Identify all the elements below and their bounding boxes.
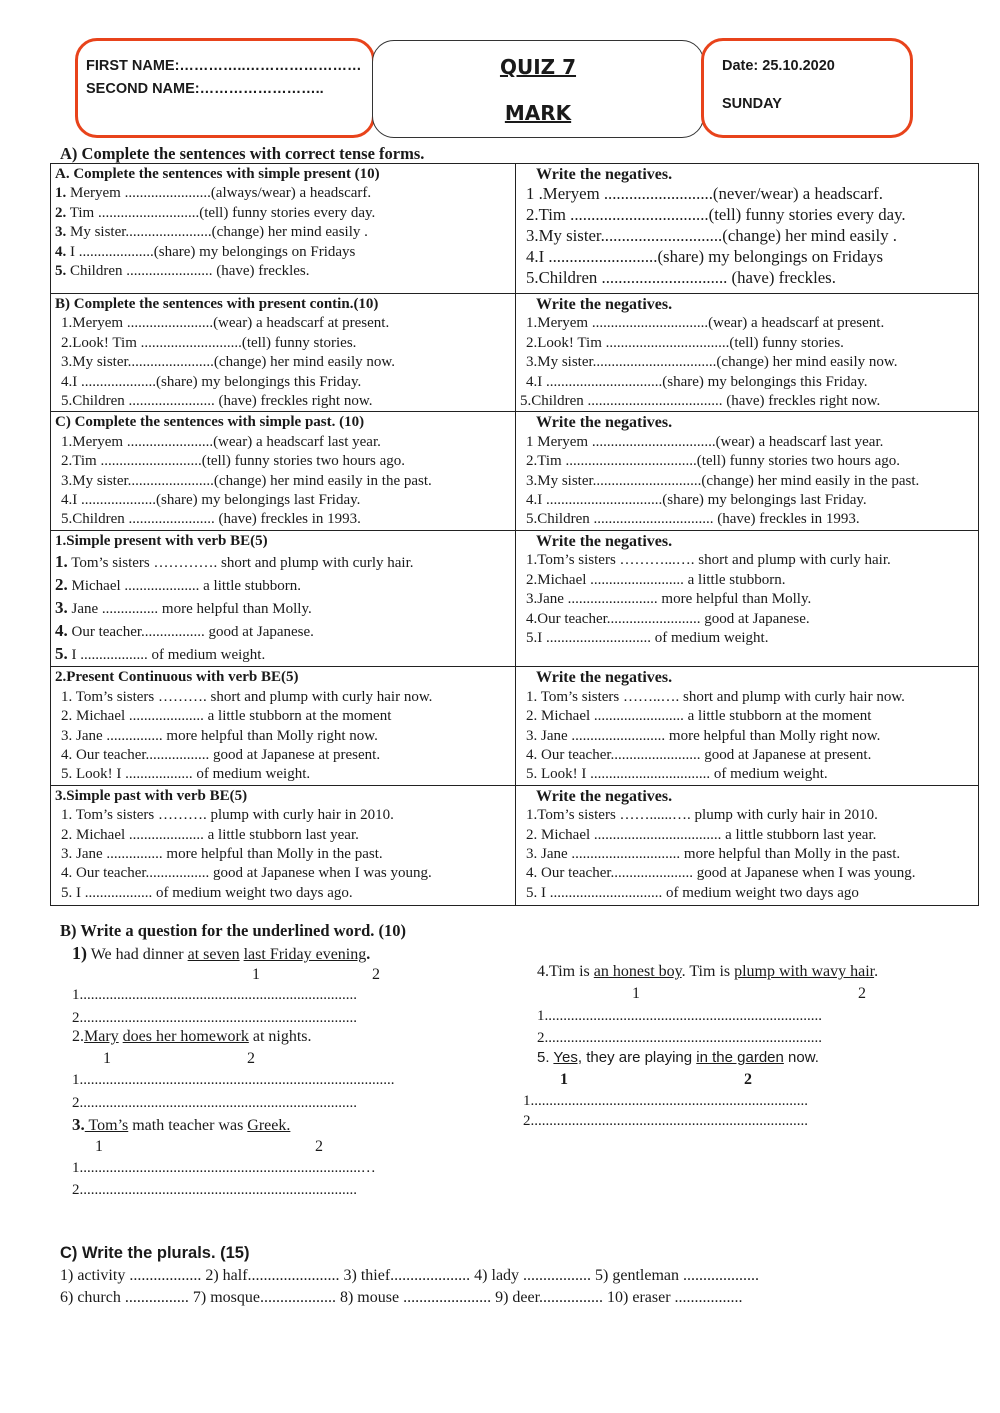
exercise-line[interactable]: 5. I .................. of medium weight. [55, 644, 266, 664]
negatives-cell [516, 785, 979, 905]
exercise-line[interactable]: 2. Tim ...........................(tell) funny stories every day. [55, 204, 376, 221]
answer-line[interactable]: 2.......................................................................... [537, 1030, 822, 1046]
answer-line[interactable]: 1.......................................................................... [523, 1093, 808, 1109]
exercise-line[interactable]: 2. Michael .................... a little stubborn at the moment [61, 708, 392, 725]
exercise-line[interactable]: 3. Jane ............... more helpful than Molly in the past. [61, 845, 383, 862]
question-4: 4.Tim is an honest boy. Tim is plump with wavy hair. [537, 963, 879, 980]
mark-label: MARK [504, 101, 572, 125]
exercise-line[interactable]: 3. Jane ............... more helpful than Molly right now. [61, 727, 378, 744]
exercise-line[interactable]: 1.Meryem .......................(wear) a headscarf last year. [61, 433, 381, 450]
underline-mark-2: 2 [744, 1071, 752, 1088]
exercise-line[interactable]: 4. I ....................(share) my belongings on Fridays [55, 243, 356, 260]
exercise-table [50, 163, 979, 906]
date-label: Date: 25.10.2020 [722, 58, 835, 74]
negatives-title: Write the negatives. [536, 414, 673, 432]
exercise-cell [51, 294, 516, 412]
underline-mark-1: 1 [95, 1138, 103, 1155]
answer-line[interactable]: 2.......................................................................... [523, 1113, 808, 1129]
exercise-line[interactable]: 5.Children ....................... (have) freckles right now. [61, 393, 373, 410]
negatives-line[interactable]: 5. Look! I ................................ of medium weight. [526, 766, 828, 783]
negatives-cell [516, 530, 979, 666]
negatives-line[interactable]: 1.Meryem ...............................(wear) a headscarf at present. [526, 315, 885, 332]
second-name-field[interactable]: SECOND NAME:…………………….. [86, 81, 324, 97]
negatives-line[interactable]: 5. I .............................. of medium weight two days ago [526, 884, 859, 901]
underline-mark-2: 2 [315, 1138, 323, 1155]
exercise-line[interactable]: 2.Look! Tim ...........................(tell) funny stories. [61, 334, 357, 351]
negatives-line[interactable]: 3.My sister.............................(change) her mind easily in the past. [526, 472, 920, 489]
exercise-title: B) Complete the sentences with present contin.(10) [55, 296, 379, 312]
negatives-title: Write the negatives. [536, 787, 673, 805]
section-c-title: C) Write the plurals. (15) [60, 1244, 250, 1262]
answer-line[interactable]: 2.......................................................................... [72, 1010, 357, 1026]
exercise-line[interactable]: 4.I ....................(share) my belongings last Friday. [61, 492, 361, 509]
section-a-title: A) Complete the sentences with correct tense forms. [60, 144, 425, 163]
negatives-line[interactable]: 4. Our teacher........................ good at Japanese at present. [526, 746, 872, 763]
plurals-line-2[interactable]: 6) church ................ 7) mosque................... 8) mouse ...................... 9) deer................ 10) eraser ................. [60, 1289, 743, 1306]
negatives-line[interactable]: 2. Michael ........................ a little stubborn at the moment [526, 708, 872, 725]
answer-line[interactable]: 1...........................................................................… [72, 1160, 376, 1176]
negatives-line[interactable]: 4.Our teacher......................... good at Japanese. [526, 610, 810, 627]
underline-mark-2: 2 [247, 1050, 255, 1067]
exercise-line[interactable]: 3.My sister.......................(change) her mind easily in the past. [61, 472, 432, 489]
negatives-line[interactable]: 4. Our teacher...................... good at Japanese when I was young. [526, 865, 916, 882]
question-1: 1) We had dinner at seven last Friday evening. [72, 943, 371, 963]
negatives-line[interactable]: 1. Tom’s sisters ……..…. short and plump with curly hair now. [526, 688, 905, 705]
exercise-line[interactable]: 2.Tim ...........................(tell) funny stories two hours ago. [61, 453, 406, 470]
exercise-line[interactable]: 4.I ....................(share) my belongings this Friday. [61, 373, 362, 390]
negatives-line[interactable]: 2. Michael .................................. a little stubborn last year. [526, 826, 877, 843]
table-row [51, 530, 979, 666]
exercise-line[interactable]: 5. Children ....................... (have) freckles. [55, 263, 310, 280]
negatives-line[interactable]: 3.My sister.............................(change) her mind easily . [526, 226, 897, 245]
negatives-line[interactable]: 3. Jane ............................. more helpful than Molly in the past. [526, 845, 901, 862]
question-3: 3. Tom’s math teacher was Greek. [72, 1115, 291, 1134]
answer-line[interactable]: 1.................................................................................... [72, 1072, 395, 1088]
answer-line[interactable]: 1.......................................................................... [537, 1008, 822, 1024]
exercise-line[interactable]: 4. Our teacher................. good at Japanese when I was young. [61, 865, 432, 882]
negatives-line[interactable]: 5.Children .................................... (have) freckles right now. [520, 393, 881, 410]
exercise-cell [51, 785, 516, 905]
negatives-cell [516, 294, 979, 412]
first-name-field[interactable]: FIRST NAME:…………..…………………… [86, 58, 362, 74]
negatives-line[interactable]: 1.Tom’s sisters ………...…. short and plump with curly hair. [526, 552, 891, 569]
exercise-cell [51, 412, 516, 530]
underline-mark-2: 2 [372, 966, 380, 983]
negatives-line[interactable]: 1.Tom’s sisters ……......…. plump with curly hair in 2010. [526, 807, 878, 824]
negatives-cell [516, 412, 979, 530]
date-box [701, 38, 913, 138]
negatives-line[interactable]: 5.Children .............................. (have) freckles. [526, 267, 836, 287]
negatives-title: Write the negatives. [536, 532, 673, 550]
exercise-cell [51, 164, 516, 294]
table-row [51, 785, 979, 905]
exercise-line[interactable]: 3.My sister.......................(change) her mind easily now. [61, 354, 395, 371]
exercise-line[interactable]: 2. Michael .................... a little stubborn. [55, 575, 302, 595]
exercise-line[interactable]: 1.Meryem .......................(wear) a headscarf at present. [61, 315, 390, 332]
exercise-line[interactable]: 5. Look! I .................. of medium weight. [61, 766, 311, 783]
plurals-line-1[interactable]: 1) activity .................. 2) half....................... 3) thief.................... 4) lady ................. 5) gentleman ................... [60, 1267, 760, 1284]
negatives-line[interactable]: 3.My sister.................................(change) her mind easily now. [526, 354, 898, 371]
student-name-box [75, 38, 375, 138]
negatives-line[interactable]: 2.Tim .................................(tell) funny stories every day. [526, 205, 906, 225]
underline-mark-1: 1 [252, 966, 260, 983]
negatives-cell [516, 164, 979, 294]
exercise-line[interactable]: 2. Michael .................... a little stubborn last year. [61, 826, 359, 843]
negatives-line[interactable]: 1 Meryem .................................(wear) a headscarf last year. [526, 433, 884, 450]
exercise-line[interactable]: 4. Our teacher................. good at Japanese. [55, 621, 314, 641]
underline-mark-2: 2 [858, 985, 866, 1002]
exercise-title: 1.Simple present with verb BE(5) [55, 532, 268, 549]
exercise-title: 2.Present Continuous with verb BE(5) [55, 669, 299, 686]
negatives-line[interactable]: 5.Children ................................ (have) freckles in 1993. [526, 511, 860, 528]
negatives-line[interactable]: 4.I ...............................(share) my belongings last Friday. [526, 492, 867, 509]
negatives-line[interactable]: 1 .Meryem ..........................(never/wear) a headscarf. [526, 184, 883, 204]
negatives-line[interactable]: 4.I ..........................(share) my belongings on Fridays [526, 246, 884, 266]
exercise-cell [51, 667, 516, 785]
table-row [51, 667, 979, 785]
exercise-line[interactable]: 1. Tom’s sisters ………. plump with curly hair in 2010. [61, 807, 394, 824]
answer-line[interactable]: 2.......................................................................... [72, 1095, 357, 1111]
quiz-title-box [372, 40, 704, 138]
section-b-title: B) Write a question for the underlined word. (10) [60, 921, 407, 940]
exercise-cell [51, 530, 516, 666]
negatives-line[interactable]: 3. Jane ......................... more helpful than Molly right now. [526, 727, 881, 744]
exercise-title: A. Complete the sentences with simple present (10) [55, 166, 380, 182]
negatives-title: Write the negatives. [536, 166, 673, 183]
exercise-line[interactable]: 4. Our teacher................. good at Japanese at present. [61, 746, 381, 763]
exercise-line[interactable]: 3. My sister.......................(change) her mind easily . [55, 224, 368, 241]
exercise-line[interactable]: 5. I .................. of medium weight two days ago. [61, 884, 353, 901]
question-5: 5. Yes, they are playing in the garden now. [537, 1049, 819, 1066]
negatives-line[interactable]: 3.Jane ........................ more helpful than Molly. [526, 591, 812, 608]
exercise-title: C) Complete the sentences with simple past. (10) [55, 414, 365, 431]
exercise-line[interactable]: 3. Jane ............... more helpful than Molly. [55, 598, 312, 618]
negatives-line[interactable]: 2.Look! Tim .................................(tell) funny stories. [526, 334, 844, 351]
exercise-line[interactable]: 5.Children ....................... (have) freckles in 1993. [61, 511, 361, 528]
exercise-title: 3.Simple past with verb BE(5) [55, 787, 248, 804]
answer-line[interactable]: 2.......................................................................... [72, 1182, 357, 1198]
table-row [51, 412, 979, 530]
table-row [51, 294, 979, 412]
negatives-title: Write the negatives. [536, 296, 673, 313]
answer-line[interactable]: 1.......................................................................... [72, 987, 357, 1003]
quiz-title: QUIZ 7 [499, 55, 577, 79]
exercise-line[interactable]: 1. Meryem .......................(always/wear) a headscarf. [55, 185, 372, 202]
underline-mark-1: 1 [560, 1071, 568, 1088]
negatives-cell [516, 667, 979, 785]
exercise-line[interactable]: 1. Tom’s sisters ………. short and plump with curly hair now. [61, 688, 433, 705]
underline-mark-1: 1 [103, 1050, 111, 1067]
negatives-line[interactable]: 5.I ............................ of medium weight. [526, 629, 769, 646]
negatives-title: Write the negatives. [536, 669, 673, 687]
negatives-line[interactable]: 4.I ...............................(share) my belongings this Friday. [526, 373, 868, 390]
negatives-line[interactable]: 2.Tim ...................................(tell) funny stories two hours ago. [526, 453, 901, 470]
table-row [51, 164, 979, 294]
exercise-line[interactable]: 1. Tom’s sisters …………. short and plump with curly hair. [55, 552, 414, 572]
negatives-line[interactable]: 2.Michael ......................... a little stubborn. [526, 571, 786, 588]
underline-mark-1: 1 [632, 985, 640, 1002]
day-label: SUNDAY [722, 96, 782, 112]
question-2: 2.Mary does her homework at nights. [72, 1028, 312, 1045]
